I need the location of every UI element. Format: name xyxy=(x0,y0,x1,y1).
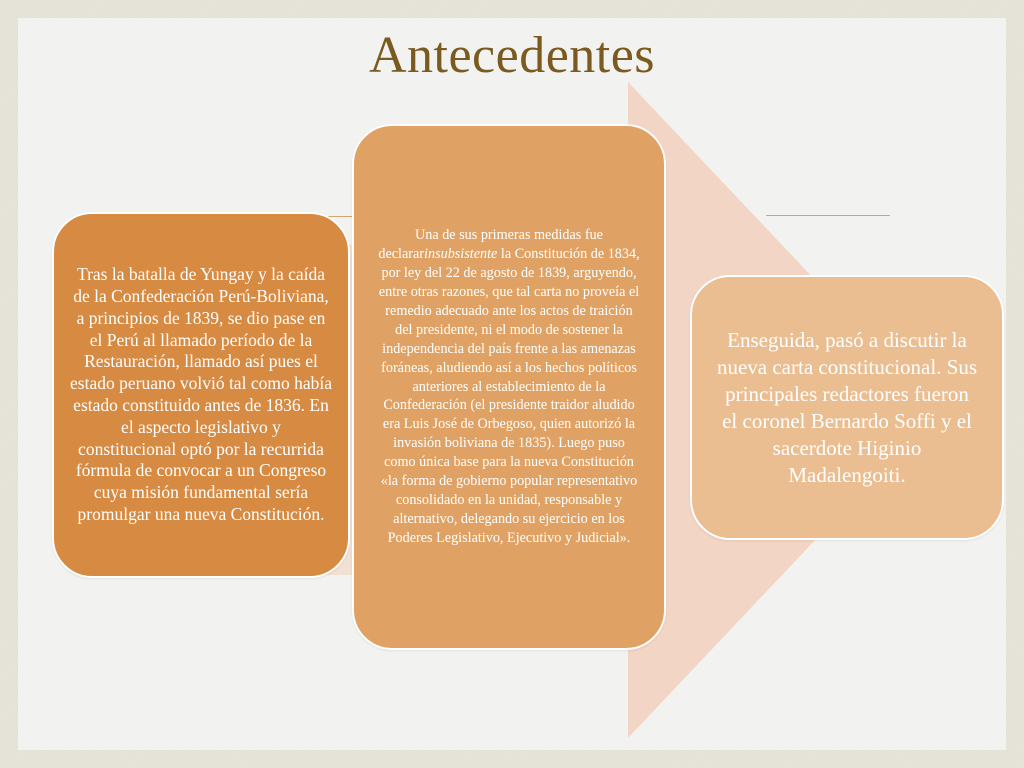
text-box-right-content: Enseguida, pasó a discutir la nueva carta constitucional. Sus principales redactores fueron el coronel Bernardo Soffi y el sacerdote Higinio Madalengoiti. xyxy=(716,327,978,487)
text-box-center xyxy=(352,124,666,650)
text-box-center-italic: insubsistente xyxy=(424,246,498,263)
text-box-center-part2: la Constitución de 1834, por ley del 22 de agosto de 1839, arguyendo, entre otras razones, que tal carta no proveía el remedio adecuado ante los actos de traición del presidente, ni el modo de sostener la independencia del país frente a las amenazas foráneas, aludiendo así a los hechos políticos anteriores al establecimiento de la Confederación (el presidente traidor aludido era Luis José de Orbegoso, quien autorizó la invasión boliviana de 1835). Luego puso como única base para la nueva Constitución «la forma de gobierno popular representativo consolidado en la unidad, responsable y alternativo, delegando su ejercicio en los Poderes Legislativo, Ejecutivo y Judicial». xyxy=(378,246,640,546)
text-box-left xyxy=(52,212,350,578)
slide-title: Antecedentes xyxy=(368,27,656,84)
text-box-left-content: Tras la batalla de Yungay y la caída de la Confederación Perú-Boliviana, a principios de 1839, se dio pase en el Perú al llamado período de la Restauración, llamado así pues el estado peruano volvió tal como había estado constituido antes de 1836. En el aspecto legislativo y constitucional optó por la recurrida fórmula de convocar a un Congreso cuya misión fundamental sería promulgar una nueva Constitución. xyxy=(70,264,332,524)
text-box-right xyxy=(690,275,1004,540)
text-box-center-part1: Una de sus primeras medidas fue declarar xyxy=(378,227,603,263)
text-box-center-content xyxy=(376,226,642,547)
connector-line-right xyxy=(766,215,890,216)
